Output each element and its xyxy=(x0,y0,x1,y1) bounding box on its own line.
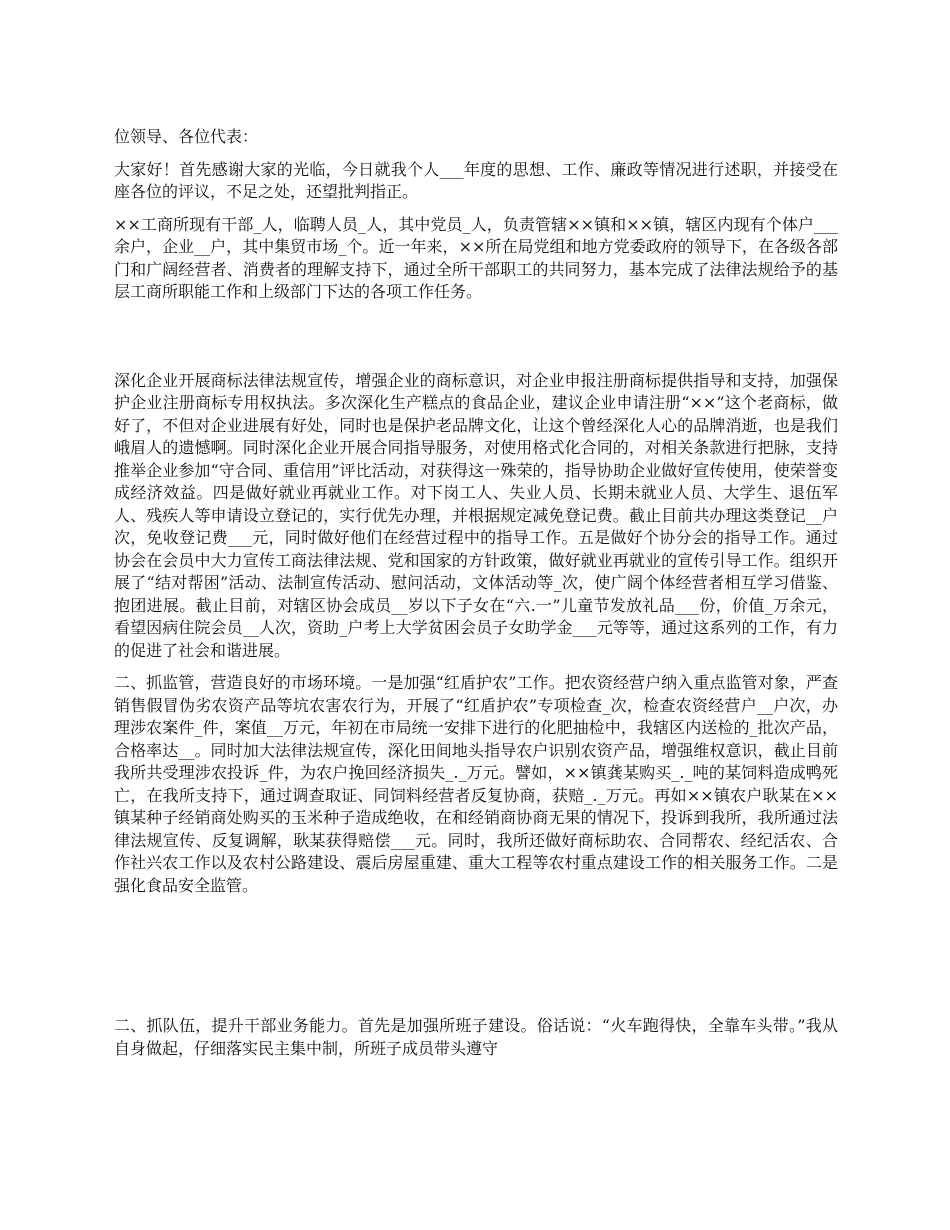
market-supervision-paragraph: 二、抓监管，营造良好的市场环境。一是加强“红盾护农”工作。把农资经营户纳入重点监管对象，严查销售假冒伪劣农资产品等坑农害农行为，开展了“红盾护农”专项检查_次，检查农资经营户__户次，办理涉农案件_件，案值__万元，年初在市局统一安排下进行的化肥抽检中，我辖区内送检的_批次产品，合格率达__。同时加大法律法规宣传，深化田间地头指导农户识别农资产品，增强维权意识，截止目前我所共受理涉农投诉_件，为农户挽回经济损失_._万元。譬如，××镇龚某购买_._吨的某饲料造成鸭死亡，在我所支持下，通过调查取证、同饲料经营者反复协商，获赔_._万元。再如××镇农户耿某在××镇某种子经销商处购买的玉米种子造成绝收，在和经销商协商无果的情况下，投诉到我所，我所通过法律法规宣传、反复调解，耿某获得赔偿___元。同时，我所还做好商标助农、合同帮农、经纪活农、合作社兴农工作以及农村公路建设、震后房屋重建、重大工程等农村重点建设工作的相关服务工作。二是强化食品安全监管。 xyxy=(114,673,838,895)
team-building-paragraph: 二、抓队伍，提升干部业务能力。首先是加强所班子建设。俗话说：“火车跑得快，全靠车头带。”我从自身做起，仔细落实民主集中制，所班子成员带头遵守 xyxy=(114,1016,838,1058)
document-body xyxy=(114,126,838,1060)
intro-paragraph: 大家好！首先感谢大家的光临，今日就我个人___年度的思想、工作、廉政等情况进行述职，并接受在座各位的评议，不足之处，还望批判指正。 xyxy=(114,159,838,201)
trademark-and-employment-paragraph: 深化企业开展商标法律法规宣传，增强企业的商标意识，对企业申报注册商标提供指导和支持，加强保护企业注册商标专用权执法。多次深化生产糕点的食品企业，建议企业申请注册“××”这个老商标，做好了，不但对企业进展有好处，同时也是保护老品牌文化，让这个曾经深化人心的品牌消逝，也是我们峨眉人的遗憾啊。同时深化企业开展合同指导服务，对使用格式化合同的，对相关条款进行把脉，支持推举企业参加“守合同、重信用”评比活动，对获得这一殊荣的，指导协助企业做好宣传使用，使荣誉变成经济效益。四是做好就业再就业工作。对下岗工人、失业人员、长期未就业人员、大学生、退伍军人、残疾人等申请设立登记的，实行优先办理，并根据规定减免登记费。截止目前共办理这类登记__户次，免收登记费___元，同时做好他们在经营过程中的指导工作。五是做好个协分会的指导工作。通过协会在会员中大力宣传工商法律法规、党和国家的方针政策，做好就业再就业的宣传引导工作。组织开展了“结对帮困”活动、法制宣传活动、慰问活动，文体活动等_次，使广阔个体经营者相互学习借鉴、抱团进展。截止目前，对辖区协会成员__岁以下子女在“六.一”儿童节发放礼品___份，价值_万余元，看望因病住院会员__人次，资助_户考上大学贫困会员子女助学金___元等等，通过这系列的工作，有力的促进了社会和谐进展。 xyxy=(114,370,838,660)
overview-paragraph: ××工商所现有干部_人，临聘人员_人，其中党员_人，负责管辖××镇和××镇，辖区内现有个体户___余户，企业__户，其中集贸市场_个。近一年来，××所在局党组和地方党委政府的领导下，在各级各部门和广阔经营者、消费者的理解支持下，通过全所干部职工的共同努力，基本完成了法律法规给予的基层工商所职能工作和上级部门下达的各项工作任务。 xyxy=(114,214,838,301)
greeting-paragraph: 位领导、各位代表： xyxy=(114,127,259,146)
